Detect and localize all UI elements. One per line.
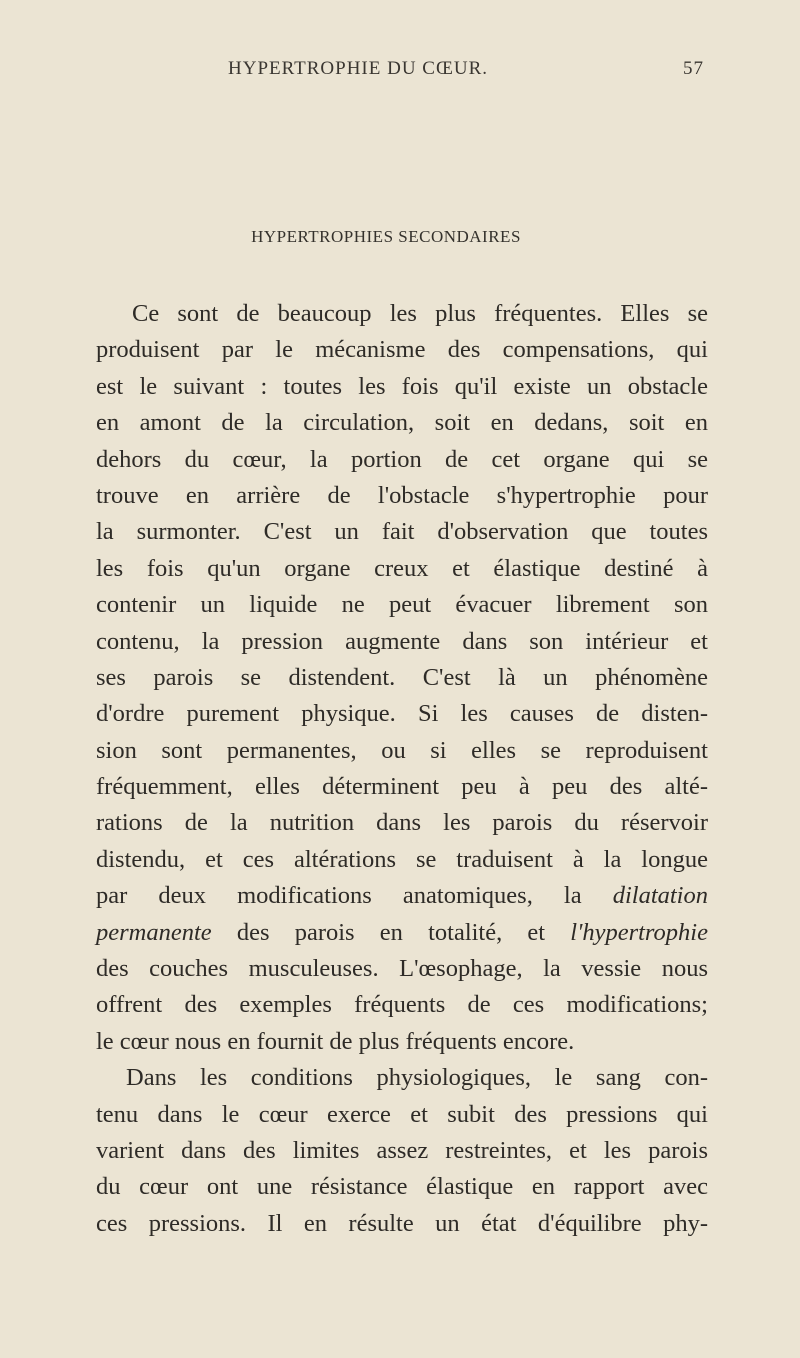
section-title: HYPERTROPHIES SECONDAIRES — [251, 227, 521, 246]
text-line: le cœur nous en fournit de plus fréquents encore. — [96, 1027, 575, 1055]
text-line: trouve en arrière de l'obstacle s'hypertrophie pour — [96, 481, 708, 509]
text-line: d'ordre purement physique. Si les causes de disten- — [96, 700, 708, 728]
text-line: les fois qu'un organe creux et élastique destiné à — [96, 554, 708, 582]
text-line: est le suivant : toutes les fois qu'il existe un obstacle — [96, 372, 708, 400]
text-line: Ce sont de beaucoup les plus fréquentes. Elles se — [132, 300, 708, 327]
text-line: tenu dans le cœur exerce et subit des pressions qui — [96, 1100, 708, 1128]
text-line: contenu, la pression augmente dans son intérieur et — [96, 627, 708, 655]
paragraph-1 — [96, 296, 708, 1060]
text-line: contenir un liquide ne peut évacuer librement son — [96, 591, 708, 619]
text-line-with-italic — [96, 878, 708, 914]
page-number: 57 — [683, 58, 704, 79]
text-line: distendu, et ces altérations se traduisent à la longue — [96, 845, 708, 873]
text-line: Dans les conditions physiologiques, le sang con- — [126, 1064, 708, 1092]
body-text — [96, 296, 708, 1242]
text-line: en amont de la circulation, soit en dedans, soit en — [96, 409, 708, 437]
italic-term: permanente — [96, 918, 212, 946]
text-segment: par deux modifications anatomiques, la — [96, 882, 582, 910]
paragraph-2 — [96, 1060, 708, 1242]
italic-term: l'hypertrophie — [570, 918, 708, 946]
text-line: rations de la nutrition dans les parois du réservoir — [96, 809, 708, 837]
text-line: dehors du cœur, la portion de cet organe qui se — [96, 445, 708, 473]
running-title: HYPERTROPHIE DU CŒUR. — [228, 58, 489, 79]
text-segment: des parois en totalité, et — [211, 918, 571, 946]
italic-term: dilatation — [612, 882, 708, 910]
text-line: ses parois se distendent. C'est là un phénomène — [96, 663, 708, 691]
text-line: sion sont permanentes, ou si elles se reproduisent — [96, 736, 708, 764]
text-line: du cœur ont une résistance élastique en rapport avec — [96, 1173, 708, 1201]
running-head — [0, 58, 800, 88]
text-line: fréquemment, elles déterminent peu à peu des alté- — [96, 773, 708, 801]
text-line-with-italic — [96, 915, 708, 951]
text-line: ces pressions. Il en résulte un état d'équilibre phy- — [96, 1209, 708, 1237]
text-line: produisent par le mécanisme des compensations, qui — [96, 336, 708, 364]
text-line: des couches musculeuses. L'œsophage, la vessie nous — [96, 955, 708, 983]
text-line: offrent des exemples fréquents de ces modifications; — [96, 991, 708, 1019]
text-line: la surmonter. C'est un fait d'observation que toutes — [96, 518, 708, 546]
text-line: varient dans des limites assez restreintes, et les parois — [96, 1136, 708, 1164]
